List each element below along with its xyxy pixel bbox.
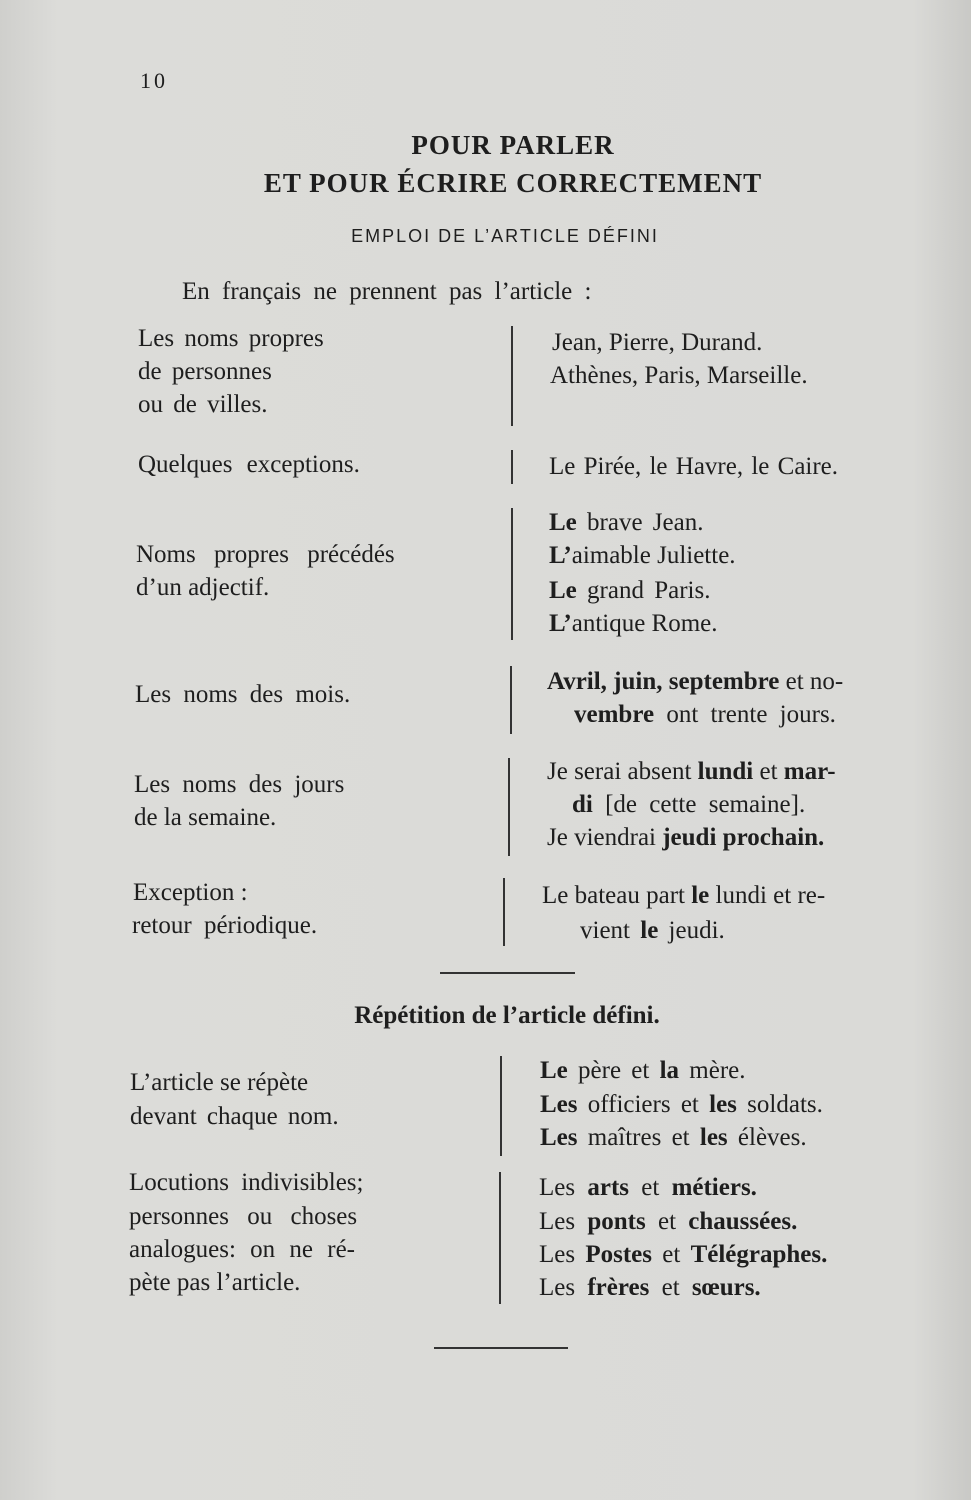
example-text: Je serai absent bbox=[547, 758, 698, 785]
rule7-left-line1: L’article se répète bbox=[130, 1069, 309, 1096]
rule3-left-line2: d’un adjectif. bbox=[136, 574, 270, 601]
example-text: soldats. bbox=[736, 1091, 823, 1118]
rule5-right-line1 bbox=[547, 755, 836, 788]
example-text: mère. bbox=[679, 1057, 746, 1084]
rule2-right-line1: Le Pirée, le Havre, le Caire. bbox=[549, 453, 839, 480]
bold-noun: sœurs. bbox=[691, 1274, 761, 1301]
bold-noun: chaussées. bbox=[688, 1208, 798, 1235]
example-text: antique Rome. bbox=[571, 610, 718, 637]
example-text: [de cette semaine]. bbox=[592, 791, 806, 818]
rule3-right-line2 bbox=[549, 539, 736, 572]
column-divider bbox=[503, 878, 505, 946]
rule8-left-line4: pète pas l’article. bbox=[129, 1269, 301, 1296]
column-divider bbox=[510, 666, 512, 734]
rule3-right-line1 bbox=[549, 506, 703, 539]
example-text: jeudi. bbox=[658, 917, 725, 944]
bold-day: lundi bbox=[697, 758, 754, 785]
column-divider bbox=[511, 508, 513, 640]
bold-article: Les bbox=[540, 1091, 578, 1118]
bold-article: Les bbox=[540, 1124, 578, 1151]
column-divider bbox=[500, 1056, 502, 1156]
example-text: ont trente jours. bbox=[654, 701, 836, 728]
rule1-right-line1: Jean, Pierre, Durand. bbox=[552, 329, 763, 356]
title-line-2: ET POUR ÉCRIRE CORRECTEMENT bbox=[263, 168, 763, 198]
bold-noun: Postes bbox=[585, 1241, 653, 1268]
example-text: élèves. bbox=[727, 1124, 807, 1151]
example-text: aimable Juliette. bbox=[571, 542, 736, 569]
rule1-right-line2: Athènes, Paris, Marseille. bbox=[550, 362, 808, 389]
title-line-1: POUR PARLER bbox=[411, 130, 615, 160]
example-text: Les bbox=[539, 1208, 588, 1235]
rule2-left-line1: Quelques exceptions. bbox=[138, 451, 360, 478]
section-title: Répétition de l’article défini. bbox=[354, 1002, 660, 1029]
example-text: maîtres et bbox=[577, 1124, 700, 1151]
rule4-left-line1: Les noms des mois. bbox=[135, 681, 351, 708]
bold-noun: ponts bbox=[587, 1208, 646, 1235]
example-text: Les bbox=[539, 1241, 586, 1268]
example-text: et bbox=[649, 1274, 692, 1301]
bold-day: mar- bbox=[783, 758, 836, 785]
example-text: et bbox=[629, 1174, 672, 1201]
bold-article: L’ bbox=[549, 542, 572, 569]
rule5-right-line3 bbox=[547, 821, 824, 854]
bold-article: les bbox=[699, 1124, 728, 1151]
intro-text: En français ne prennent pas l’article : bbox=[182, 278, 592, 305]
rule3-right-line4 bbox=[549, 607, 718, 640]
rule6-right-line1 bbox=[542, 879, 825, 912]
section-separator bbox=[440, 972, 575, 974]
page-number: 10 bbox=[140, 68, 168, 93]
example-text: et no- bbox=[779, 668, 844, 695]
rule4-right-line2 bbox=[574, 698, 836, 731]
rule8-right-line4 bbox=[539, 1271, 761, 1304]
rule8-right-line2 bbox=[539, 1205, 797, 1238]
example-text: brave Jean. bbox=[576, 509, 704, 536]
column-divider bbox=[508, 758, 510, 856]
rule6-left-line1: Exception : bbox=[133, 879, 248, 906]
example-text: vient bbox=[580, 917, 641, 944]
rule7-right-line1 bbox=[540, 1054, 746, 1087]
bold-article: les bbox=[709, 1091, 737, 1118]
rule5-left-line1: Les noms des jours bbox=[134, 771, 345, 798]
bold-noun: Télégraphes. bbox=[690, 1241, 828, 1268]
bold-article: Le bbox=[549, 509, 577, 536]
example-text: et bbox=[652, 1241, 691, 1268]
rule6-left-line2: retour périodique. bbox=[132, 912, 318, 939]
example-text: officiers et bbox=[577, 1091, 710, 1118]
rule8-left-line2: personnes ou choses bbox=[129, 1203, 358, 1230]
rule8-left-line1: Locutions indivisibles; bbox=[129, 1169, 364, 1196]
example-text: Les bbox=[539, 1174, 588, 1201]
bold-article: L’ bbox=[549, 610, 572, 637]
bold-article: Le bbox=[540, 1057, 568, 1084]
bottom-separator bbox=[434, 1347, 568, 1349]
rule1-left-line3: ou de villes. bbox=[138, 391, 268, 418]
column-divider bbox=[499, 1172, 501, 1304]
rule8-left-line3: analogues: on ne ré- bbox=[129, 1236, 356, 1263]
rule1-left-line1: Les noms propres bbox=[138, 325, 324, 352]
rule7-left-line2: devant chaque nom. bbox=[130, 1103, 339, 1130]
rule8-right-line3 bbox=[539, 1238, 827, 1271]
example-text: lundi et re- bbox=[709, 882, 826, 909]
rule3-right-line3 bbox=[549, 574, 710, 607]
rule4-right-line1 bbox=[547, 665, 843, 698]
bold-article: le bbox=[691, 882, 710, 909]
rule8-right-line1 bbox=[539, 1171, 757, 1204]
example-text: et bbox=[753, 758, 784, 785]
bold-day: di bbox=[572, 791, 593, 818]
bold-month: vembre bbox=[574, 701, 655, 728]
example-text: grand Paris. bbox=[576, 577, 711, 604]
bold-day: jeudi prochain. bbox=[662, 824, 825, 851]
bold-article: le bbox=[640, 917, 659, 944]
bold-months: Avril, juin, septembre bbox=[547, 668, 780, 695]
rule5-right-line2 bbox=[572, 788, 805, 821]
rule6-right-line2 bbox=[580, 914, 725, 947]
bold-noun: arts bbox=[587, 1174, 630, 1201]
rule1-left-line2: de personnes bbox=[138, 358, 272, 385]
rule5-left-line2: de la semaine. bbox=[134, 804, 277, 831]
column-divider bbox=[511, 450, 513, 484]
bold-noun: frères bbox=[587, 1274, 650, 1301]
rule7-right-line2 bbox=[540, 1088, 823, 1121]
example-text: Le bateau part bbox=[542, 882, 692, 909]
rule7-right-line3 bbox=[540, 1121, 807, 1154]
bold-article: la bbox=[659, 1057, 680, 1084]
subtitle: EMPLOI DE L’ARTICLE DÉFINI bbox=[351, 226, 659, 246]
example-text: et bbox=[645, 1208, 689, 1235]
rule3-left-line1: Noms propres précédés bbox=[136, 541, 395, 568]
column-divider bbox=[511, 326, 513, 426]
bold-noun: métiers. bbox=[671, 1174, 757, 1201]
example-text: Je viendrai bbox=[547, 824, 663, 851]
bold-article: Le bbox=[549, 577, 577, 604]
example-text: Les bbox=[539, 1274, 588, 1301]
example-text: père et bbox=[567, 1057, 660, 1084]
